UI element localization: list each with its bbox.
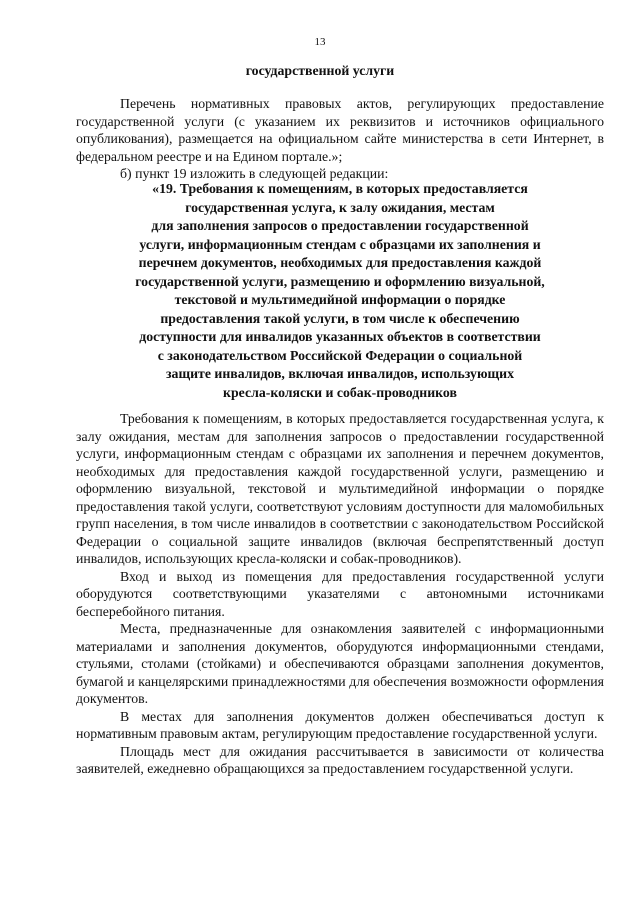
section-title-line: услуги, информационным стендам с образцами их заполнения и — [139, 236, 541, 252]
page-number: 13 — [314, 36, 326, 48]
section-title-line: государственная услуга, к залу ожидания, местам — [185, 199, 495, 215]
section-title-line: текстовой и мультимедийной информации о порядке — [174, 292, 506, 307]
section-title-line: доступности для инвалидов указанных объектов в соответствии — [139, 329, 541, 344]
section-title-line: защите инвалидов, включая инвалидов, использующих — [166, 366, 514, 381]
section-title-line: перечнем документов, необходимых для предоставления каждой — [138, 255, 542, 270]
section-title-line: «19. Требования к помещениям, в которых предоставляется — [152, 181, 528, 196]
body-paragraph: Вход и выход из помещения для предоставления государственной услуги оборудуются соответствующими указателями с автономными источниками бесперебойного питания. — [76, 568, 604, 619]
body-block — [76, 410, 604, 778]
intro-block — [76, 95, 604, 183]
section-title-line: государственной услуги, размещению и оформлению визуальной, — [135, 273, 545, 289]
body-paragraph: Требования к помещениям, в которых предоставляется государственная услуга, к залу ожидания, местам для заполнения запросов о предоставлении государственной услуги, информационным стендам с образцами их заполнения и перечнем документов, необходимых для предоставления каждой государственной услуги, размещению и оформлению визуальной, текстовой и мультимедийной информации о порядке предоставления такой услуги, соответствуют условиям доступности для маломобильных групп населения, в том числе инвалидов в соответствии с законодательством Российской Федерации о социальной защите инвалидов (включая беспрепятственный доступ инвалидов, использующих кресла-коляски и собак-проводников). — [76, 411, 604, 566]
section-title-line: кресла-коляски и собак-проводников — [223, 384, 457, 400]
page-heading: государственной услуги — [245, 63, 395, 78]
intro-paragraph: Перечень нормативных правовых актов, регулирующих предоставление государственной услуги (с указанием их реквизитов и источников официального опубликования), размещается на официальном сайте министерства в сети Интернет, в федеральном реестре и на Едином портале.»; — [76, 96, 604, 164]
amendment-paragraph: б) пункт 19 изложить в следующей редакции: — [120, 166, 389, 181]
body-paragraph: Места, предназначенные для ознакомления заявителей с информационными материалами и заполнения документов, оборудуются информационными стендами, стульями, столами (стойками) и обеспечиваются образцами заполнения документов, бумагой и канцелярскими принадлежностями для обеспечения возможности оформления документов. — [76, 621, 604, 706]
body-paragraph: В местах для заполнения документов должен обеспечиваться доступ к нормативным правовым актам, регулирующим предоставление государственной услуги. — [76, 708, 604, 741]
section-title-line: предоставления такой услуги, в том числе к обеспечению — [160, 310, 520, 326]
section-title-line: для заполнения запросов о предоставлении государственной — [151, 218, 529, 233]
body-paragraph: Площадь мест для ожидания рассчитывается в зависимости от количества заявителей, ежедневно обращающихся за предоставлением государственной услуги. — [76, 743, 604, 776]
section-title-line: с законодательством Российской Федерации о социальной — [157, 347, 523, 363]
section-title — [76, 180, 604, 402]
